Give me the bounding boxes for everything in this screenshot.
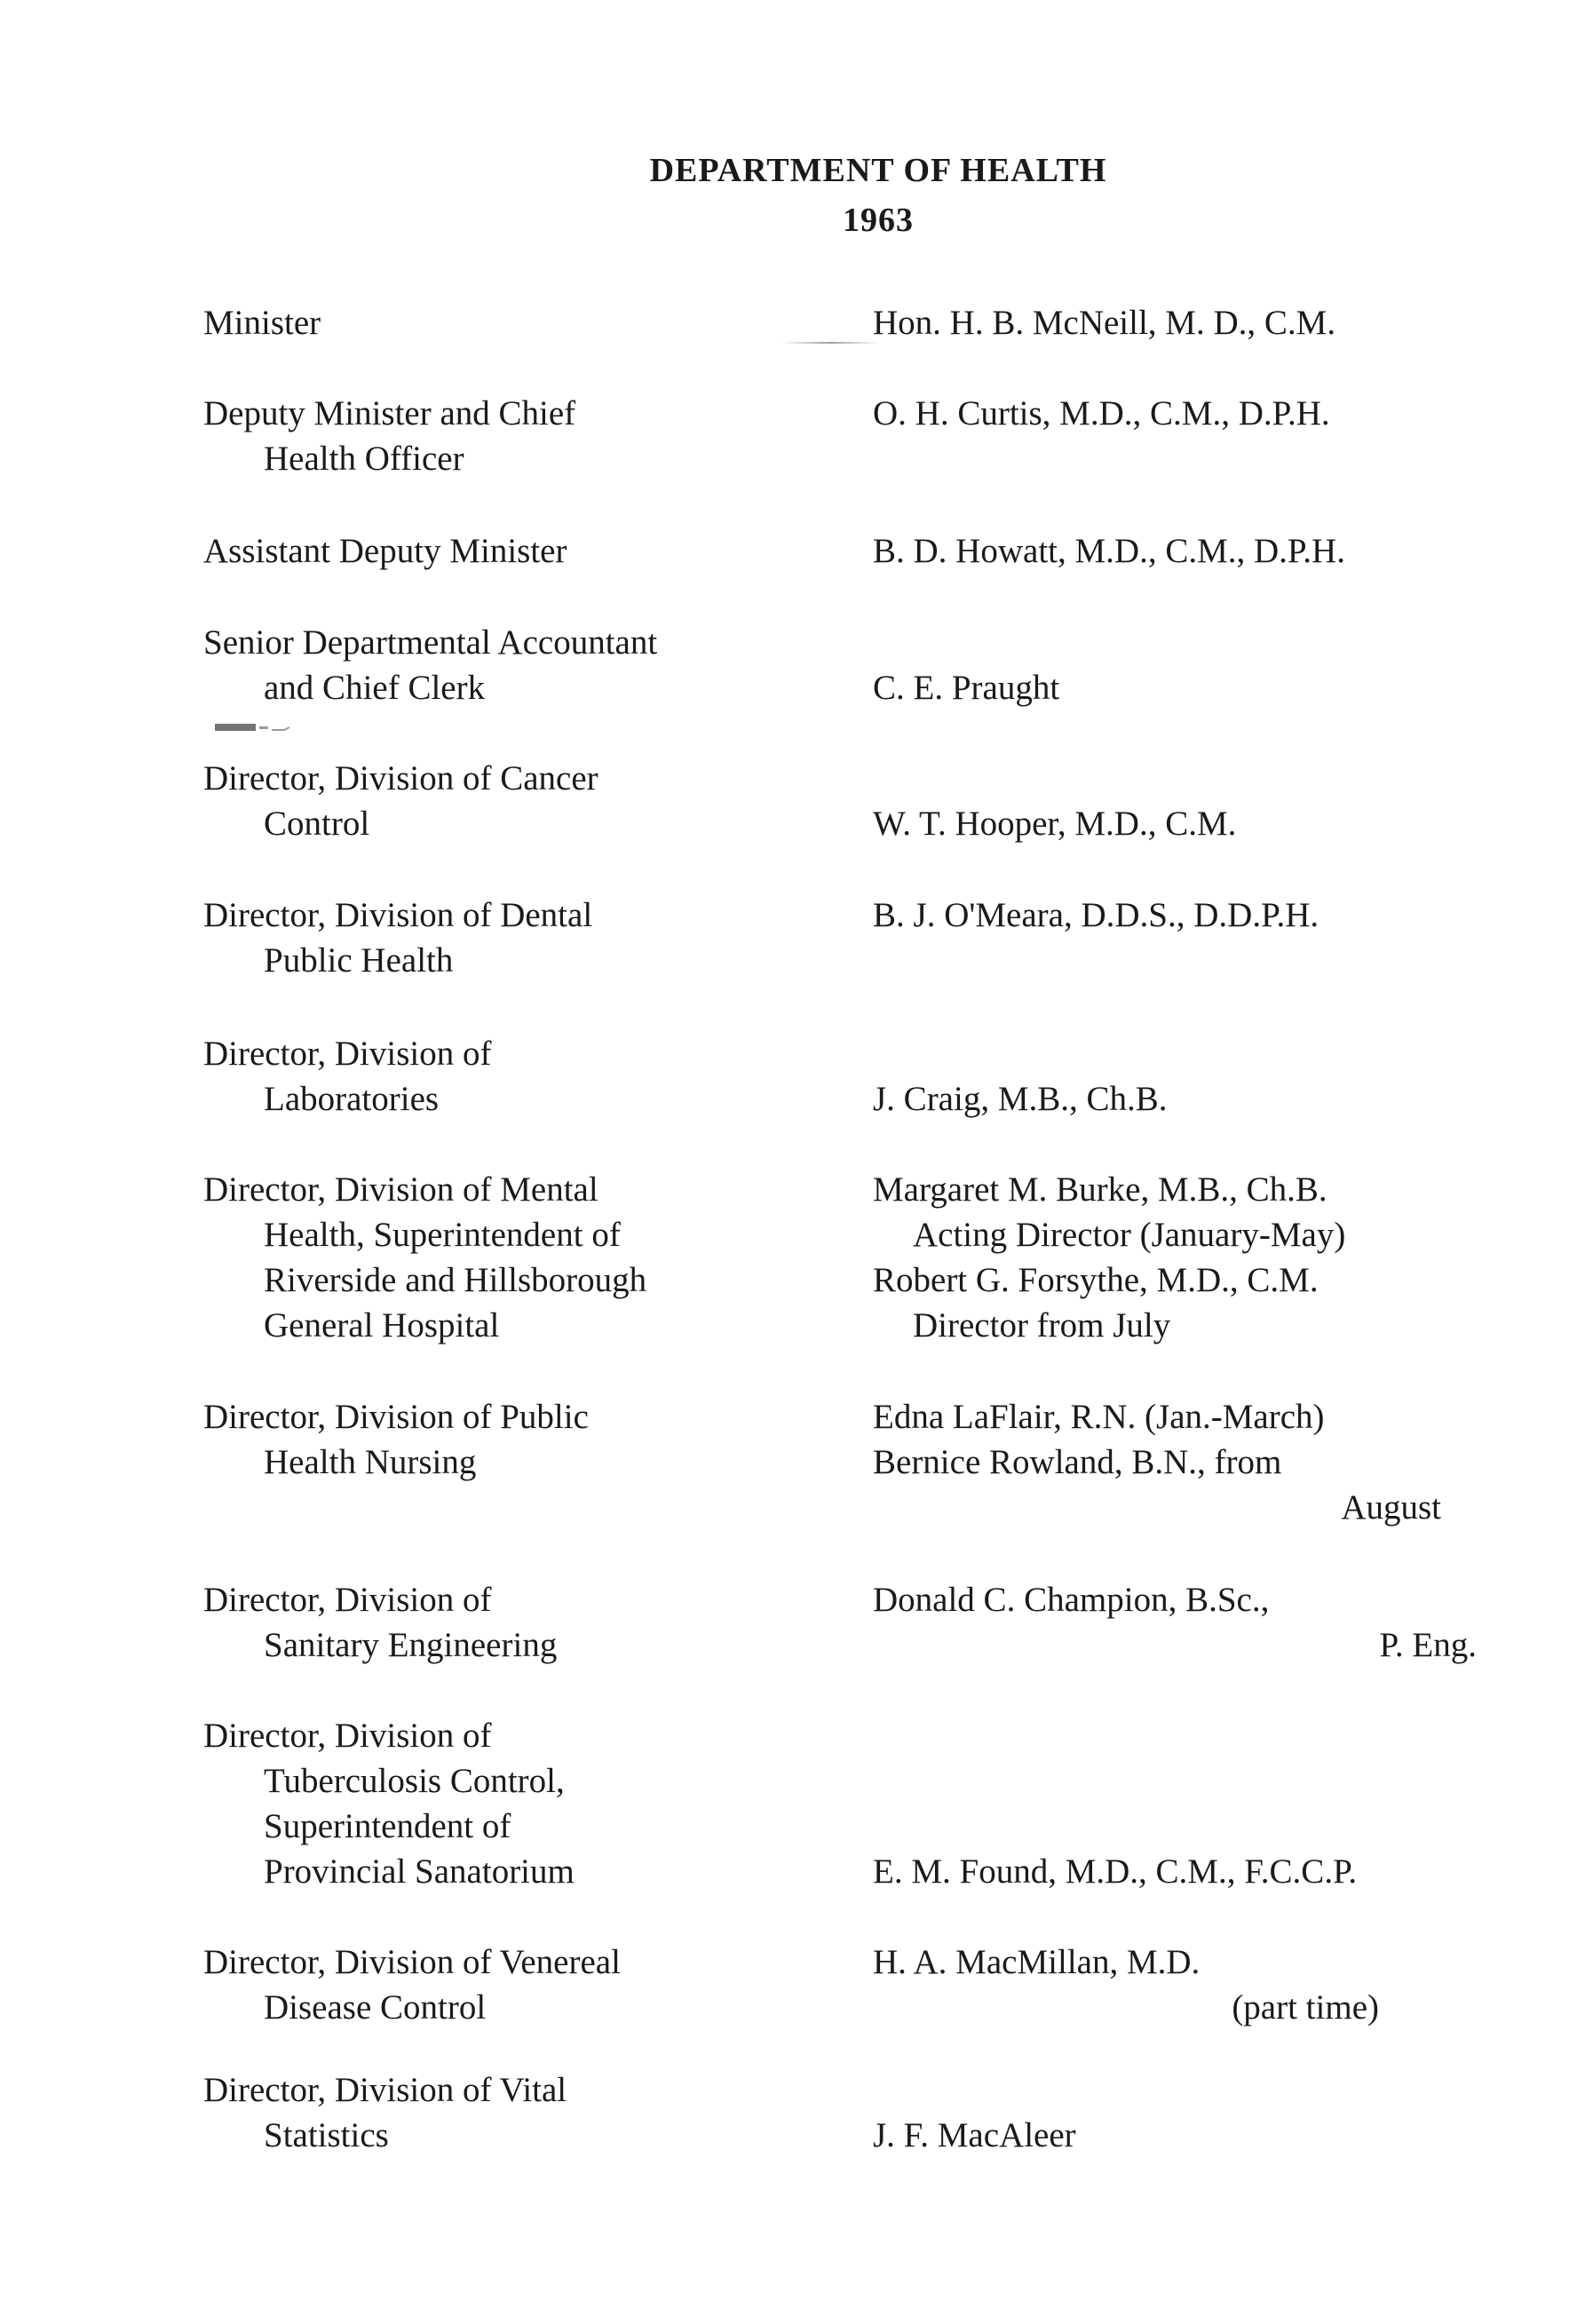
role-line: Public Health — [264, 941, 454, 980]
role-line: Director, Division of Dental — [203, 896, 593, 934]
role-line: Statistics — [264, 2116, 389, 2154]
holder-line: August — [1341, 1488, 1441, 1527]
role-title — [203, 1394, 825, 1485]
holder-line: O. H. Curtis, M.D., C.M., D.P.H. — [873, 394, 1330, 432]
role-title — [203, 1939, 825, 2030]
role-line: Riverside and Hillsborough — [264, 1261, 647, 1299]
role-title — [203, 620, 825, 710]
role-title — [203, 391, 825, 481]
role-line: Health Officer — [264, 440, 464, 478]
role-title — [203, 1577, 825, 1668]
holder-line: J. F. MacAleer — [873, 2116, 1076, 2154]
role-line: Director, Division of Public — [203, 1398, 589, 1436]
holder-line: B. D. Howatt, M.D., C.M., D.P.H. — [873, 532, 1345, 570]
office-holder — [873, 1849, 1486, 1894]
office-holder — [873, 1394, 1441, 1530]
ink-smudge — [213, 721, 337, 734]
role-line: Assistant Deputy Minister — [203, 532, 567, 570]
role-line: Director, Division of — [203, 1717, 492, 1755]
holder-line: W. T. Hooper, M.D., C.M. — [873, 805, 1237, 843]
office-holder — [873, 1577, 1477, 1668]
role-title — [203, 2067, 825, 2158]
holder-line: Margaret M. Burke, M.B., Ch.B. — [873, 1170, 1327, 1209]
holder-line: Edna LaFlair, R.N. (Jan.-March) — [873, 1398, 1325, 1436]
role-line: Laboratories — [264, 1080, 440, 1118]
role-title — [203, 1167, 825, 1348]
office-holder — [873, 300, 1486, 345]
role-line: Director, Division of — [203, 1035, 492, 1073]
role-title — [203, 1031, 825, 1122]
office-holder — [873, 665, 1486, 710]
role-line: Sanitary Engineering — [264, 1626, 558, 1664]
office-holder — [873, 2113, 1486, 2158]
role-line: Director, Division of Mental — [203, 1170, 598, 1209]
role-line: Disease Control — [264, 1988, 487, 2027]
role-line: Director, Division of Venereal — [203, 1943, 621, 1981]
holder-line: Hon. H. B. McNeill, M. D., C.M. — [873, 304, 1336, 342]
office-holder — [873, 391, 1486, 436]
role-line: and Chief Clerk — [264, 669, 486, 707]
role-line: General Hospital — [264, 1306, 500, 1344]
role-line: Director, Division of — [203, 1581, 492, 1619]
office-holder — [873, 1167, 1486, 1348]
holder-line: Director from July — [913, 1306, 1171, 1344]
office-holder — [873, 528, 1486, 574]
holder-line: H. A. MacMillan, M.D. — [873, 1943, 1201, 1981]
office-holder — [873, 892, 1486, 938]
role-title — [203, 300, 825, 345]
role-line: Minister — [203, 304, 321, 342]
page-year: 1963 — [843, 202, 914, 239]
role-line: Tuberculosis Control, — [264, 1762, 565, 1800]
holder-line: J. Craig, M.B., Ch.B. — [873, 1080, 1168, 1118]
role-line: Director, Division of Vital — [203, 2071, 567, 2109]
holder-line: B. J. O'Meara, D.D.S., D.D.P.H. — [873, 896, 1319, 934]
role-title — [203, 528, 825, 574]
role-line: Health Nursing — [264, 1443, 477, 1481]
holder-line: Acting Director (January-May) — [913, 1216, 1346, 1254]
page-title: DEPARTMENT OF HEALTH — [649, 152, 1107, 189]
holder-line: Robert G. Forsythe, M.D., C.M. — [873, 1261, 1319, 1299]
role-line: Health, Superintendent of — [264, 1216, 621, 1254]
role-line: Senior Departmental Accountant — [203, 623, 658, 662]
holder-line: C. E. Praught — [873, 669, 1060, 707]
holder-line: Bernice Rowland, B.N., from — [873, 1443, 1282, 1481]
role-line: Provincial Sanatorium — [264, 1852, 575, 1891]
holder-line: (part time) — [1232, 1988, 1379, 2027]
holder-line: P. Eng. — [1379, 1626, 1477, 1664]
role-title — [203, 756, 825, 846]
role-line: Director, Division of Cancer — [203, 759, 598, 797]
office-holder — [873, 801, 1486, 846]
holder-line: E. M. Found, M.D., C.M., F.C.C.P. — [873, 1852, 1358, 1891]
office-holder — [873, 1939, 1379, 2030]
role-title — [203, 1713, 825, 1894]
holder-line: Donald C. Champion, B.Sc., — [873, 1581, 1270, 1619]
role-line: Deputy Minister and Chief — [203, 394, 576, 432]
role-line: Control — [264, 805, 370, 843]
role-title — [203, 892, 825, 983]
role-line: Superintendent of — [264, 1807, 511, 1845]
office-holder — [873, 1076, 1486, 1122]
